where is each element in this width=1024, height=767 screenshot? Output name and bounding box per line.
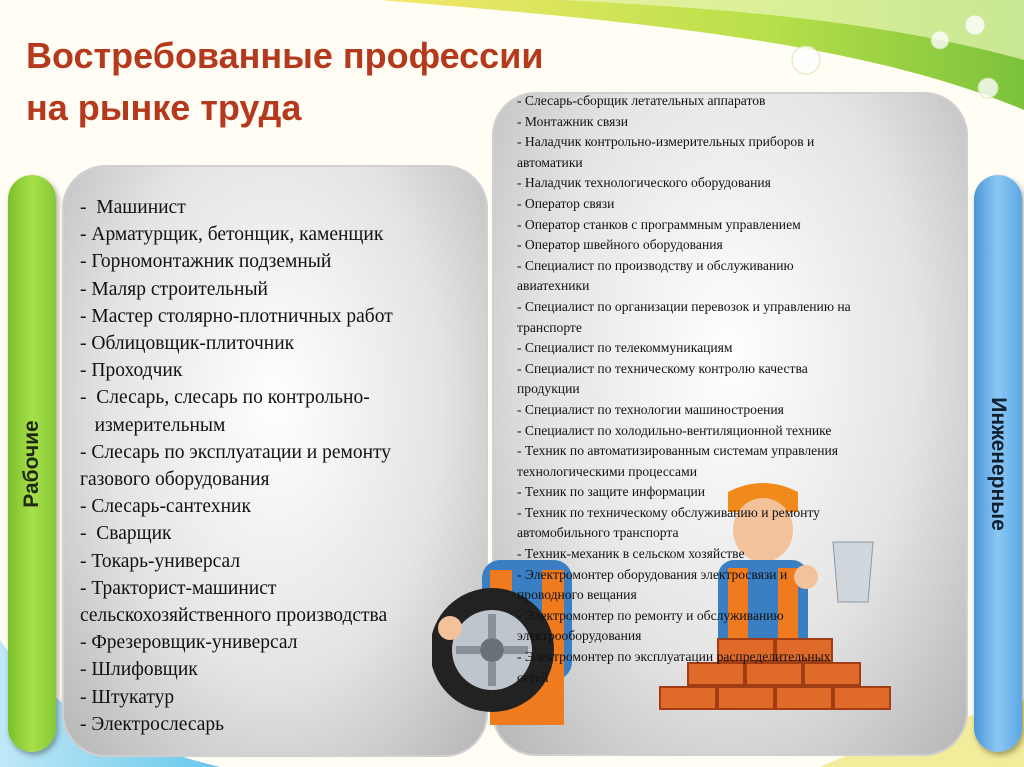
engineer-profession-item: - Наладчик контрольно-измерительных приборов и	[517, 134, 815, 150]
engineer-profession-item: транспорте	[517, 319, 582, 335]
engineers-list	[517, 91, 947, 688]
workers-tab	[8, 175, 56, 752]
engineer-profession-item: - Оператор связи	[517, 195, 615, 211]
engineer-profession-item: технологическими процессами	[517, 463, 697, 479]
engineer-profession-item: - Специалист по телекоммуникациям	[517, 340, 733, 356]
engineer-profession-item: - Монтажник связи	[517, 113, 628, 129]
worker-profession-item: - Слесарь по эксплуатации и ремонту	[80, 441, 392, 463]
worker-profession-item: - Проходчик	[80, 360, 183, 382]
engineer-profession-item: - Техник по техническому обслуживанию и ремонту	[517, 504, 820, 520]
worker-profession-item: - Тракторист-машинист	[80, 577, 277, 599]
worker-profession-item: - Слесарь-сантехник	[80, 496, 251, 518]
engineer-profession-item: - Техник по автоматизированным системам управления	[517, 443, 839, 459]
engineer-profession-item: - Оператор швейного оборудования	[517, 237, 723, 253]
workers-tab-label: Рабочие	[20, 419, 43, 508]
engineer-profession-item: авиатехники	[517, 278, 590, 294]
worker-profession-item: газового оборудования	[80, 469, 270, 491]
worker-profession-item: - Машинист	[80, 197, 186, 218]
worker-profession-item: измерительным	[80, 414, 226, 436]
engineer-profession-item: - Специалист по технологии машиностроения	[517, 401, 784, 417]
engineer-profession-item: электрооборудования	[517, 628, 642, 644]
worker-profession-item: - Арматурщик, бетонщик, каменщик	[80, 224, 384, 246]
engineer-profession-item: - Электромонтер оборудования электросвязи и	[517, 566, 788, 582]
engineer-profession-item: - Специалист по производству и обслуживанию	[517, 257, 794, 273]
worker-profession-item: - Слесарь, слесарь по контрольно-	[80, 387, 370, 409]
engineer-profession-item: - Электромонтер по ремонту и обслуживанию	[517, 607, 784, 623]
worker-profession-item: - Фрезеровщик-универсал	[80, 632, 298, 654]
title-line-2: на рынке труда	[26, 87, 302, 128]
title-line-1: Востребованные профессии	[26, 35, 544, 76]
worker-profession-item: - Токарь-универсал	[80, 550, 241, 572]
engineer-profession-item: - Техник по защите информации	[517, 484, 706, 500]
worker-profession-item: сельскохозяйственного производства	[80, 605, 388, 627]
engineer-profession-item: - Оператор станков с программным управлением	[517, 216, 801, 232]
engineer-profession-item: продукции	[517, 381, 580, 397]
worker-profession-item: - Штукатур	[80, 686, 175, 708]
engineer-profession-item: - Наладчик технологического оборудования	[517, 175, 771, 191]
worker-profession-item: - Электрослесарь	[80, 713, 225, 735]
worker-profession-item: - Горномонтажник подземный	[80, 251, 332, 273]
worker-profession-item: - Мастер столярно-плотничных работ	[80, 305, 393, 327]
engineer-profession-item: - Электромонтер по эксплуатации распределительных	[517, 649, 831, 665]
engineers-tab	[974, 175, 1022, 752]
worker-profession-item: - Облицовщик-плиточник	[80, 333, 295, 355]
engineers-tab-label: Инженерные	[987, 396, 1010, 531]
engineer-profession-item: автоматики	[517, 154, 583, 170]
page-title	[26, 30, 543, 134]
worker-profession-item: - Сварщик	[80, 523, 172, 545]
engineer-profession-item: - Слесарь-сборщик летательных аппаратов	[517, 93, 766, 108]
engineer-profession-item: автомобильного транспорта	[517, 525, 679, 541]
engineer-profession-item: - Специалист по организации перевозок и управлению на	[517, 298, 851, 314]
worker-profession-item: - Шлифовщик	[80, 659, 198, 681]
engineer-profession-item: - Специалист по техническому контролю качества	[517, 360, 808, 376]
engineer-profession-item: - Техник-механик в сельском хозяйстве	[517, 546, 745, 562]
worker-profession-item: - Маляр строительный	[80, 278, 268, 300]
engineer-profession-item: - Специалист по холодильно-вентиляционной технике	[517, 422, 832, 438]
engineer-profession-item: сетей	[517, 669, 549, 685]
workers-list	[80, 194, 393, 738]
engineer-profession-item: проводного вещания	[517, 587, 637, 603]
